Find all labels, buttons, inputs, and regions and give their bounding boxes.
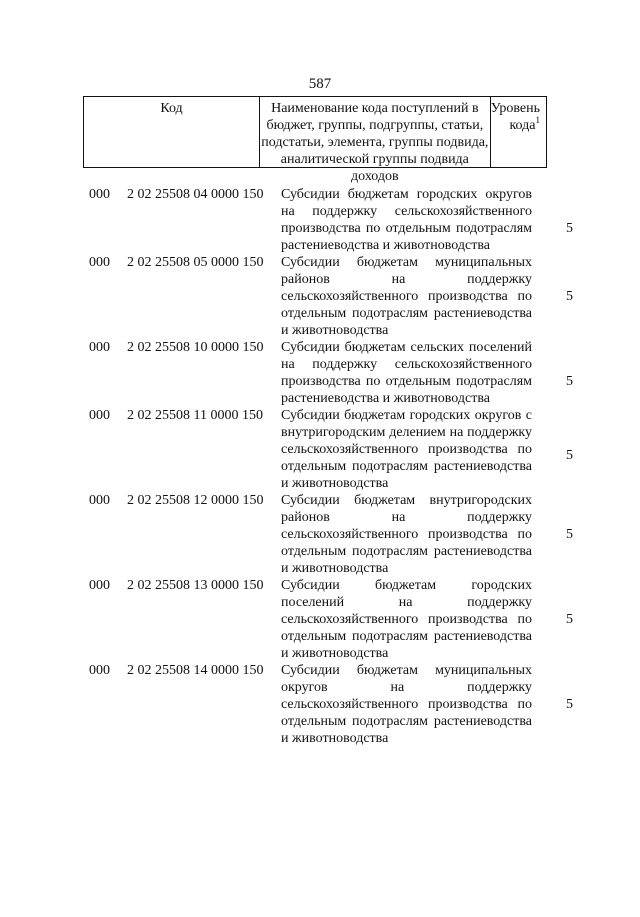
admin-code: 000 (89, 255, 110, 270)
page-number: 587 (308, 76, 332, 92)
table-row (0, 577, 640, 662)
code-description: Субсидии бюджетам муниципальных районов на поддержку сельскохозяйственного производства по отдельным подотраслям растениеводства и животноводства (281, 255, 532, 338)
header-level-footnote: 1 (535, 115, 540, 125)
admin-code: 000 (89, 340, 110, 355)
budget-code: 2 02 25508 05 0000 150 (127, 255, 264, 270)
table-row (0, 339, 640, 407)
budget-code: 2 02 25508 11 0000 150 (127, 408, 263, 423)
admin-code: 000 (89, 663, 110, 678)
code-description: Субсидии бюджетам городских поселений на поддержку сельскохозяйственного производства по отдельным подотраслям растениеводства и животноводства (281, 578, 532, 661)
budget-code: 2 02 25508 04 0000 150 (127, 187, 264, 202)
code-level: 5 (566, 697, 573, 712)
budget-code: 2 02 25508 13 0000 150 (127, 578, 264, 593)
table-row (0, 186, 640, 254)
admin-code: 000 (89, 578, 110, 593)
admin-code: 000 (89, 408, 110, 423)
header-level-label: Уровень кода (490, 101, 540, 133)
budget-code: 2 02 25508 12 0000 150 (127, 493, 264, 508)
code-level: 5 (566, 221, 573, 236)
code-level: 5 (566, 612, 573, 627)
table-row (0, 492, 640, 577)
table-body (0, 186, 640, 747)
header-name: Наименование кода поступлений в бюджет, группы, подгруппы, статьи, подстатьи, элемента, группы подвида, аналитической группы подвида доходов (260, 97, 491, 167)
code-level: 5 (566, 374, 573, 389)
table-row (0, 662, 640, 747)
table-row (0, 254, 640, 339)
budget-code: 2 02 25508 10 0000 150 (127, 340, 264, 355)
table-row (0, 407, 640, 492)
code-level: 5 (566, 289, 573, 304)
admin-code: 000 (89, 187, 110, 202)
code-description: Субсидии бюджетам городских округов с внутригородским делением на поддержку сельскохозяйственного производства по отдельным подотраслям растениеводства и животноводства (281, 408, 532, 491)
code-description: Субсидии бюджетам городских округов на поддержку сельскохозяйственного производства по отдельным подотраслям растениеводства и животноводства (281, 187, 532, 253)
code-description: Субсидии бюджетам внутригородских районов на поддержку сельскохозяйственного производства по отдельным подотраслям растениеводства и животноводства (281, 493, 532, 576)
code-description: Субсидии бюджетам сельских поселений на поддержку сельскохозяйственного производства по отдельным подотраслям растениеводства и животноводства (281, 340, 532, 406)
header-level (491, 97, 546, 167)
code-description: Субсидии бюджетам муниципальных округов на поддержку сельскохозяйственного производства по отдельным подотраслям растениеводства и животноводства (281, 663, 532, 746)
code-level: 5 (566, 527, 573, 542)
admin-code: 000 (89, 493, 110, 508)
header-code: Код (84, 97, 260, 167)
table-header (83, 96, 547, 184)
budget-code: 2 02 25508 14 0000 150 (127, 663, 264, 678)
code-level: 5 (566, 448, 573, 463)
